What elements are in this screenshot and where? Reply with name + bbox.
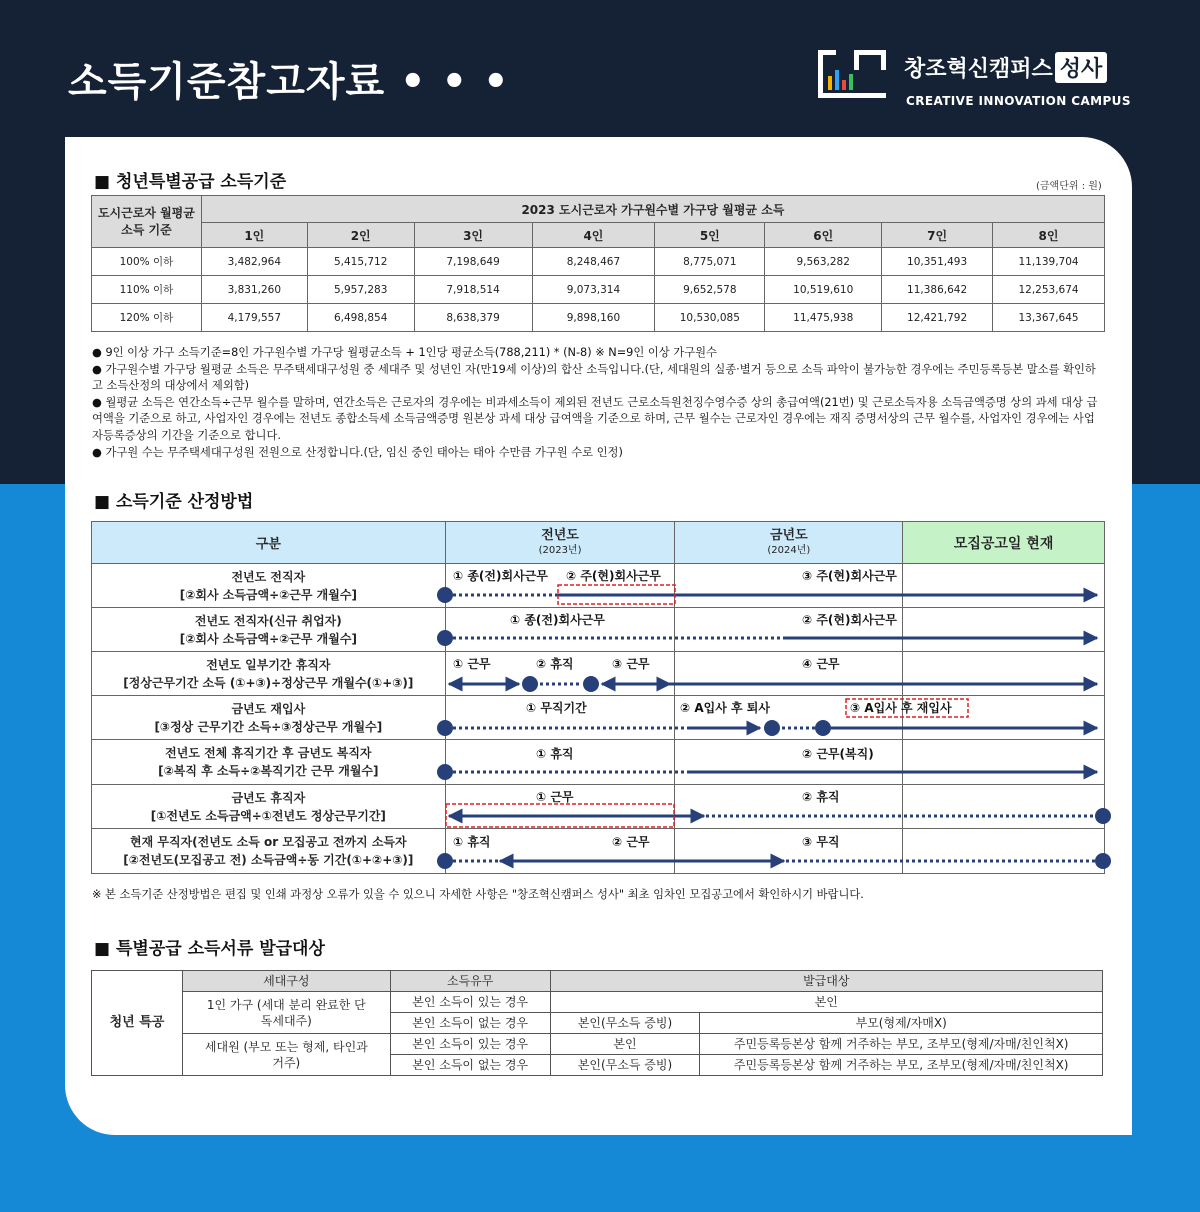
calc-header-now: 모집공고일 현재 <box>903 522 1105 564</box>
calc-row-title: 금년도 휴직자 <box>231 790 306 805</box>
note-item: ● 9인 이상 가구 소득기준=8인 가구원수별 가구당 월평균소득 + 1인당 평균소득(788,211) * (N-8) ※ N=9인 이상 가구원수 <box>92 346 717 359</box>
income-table-col: 4인 <box>532 223 655 248</box>
income-table-group-header: 2023 도시근로자 가구원수별 가구당 월평균 소득 <box>201 196 1104 223</box>
table-row <box>92 652 1105 696</box>
calc-row-title: 금년도 재입사 <box>231 701 306 716</box>
calc-row-formula: [①전년도 소득금액÷①전년도 정상근무기간] <box>150 808 386 823</box>
calc-row-label <box>92 652 446 696</box>
table-row <box>92 608 1105 652</box>
calc-row-formula: [②전년도(모집공고 전) 소득금액÷동 기간(①+②+③)] <box>123 853 414 867</box>
calc-row-label <box>92 740 446 785</box>
timeline-label: ① 근무 <box>536 790 574 804</box>
table-cell: 9,898,160 <box>532 304 655 332</box>
household-single: 1인 가구 (세대 분리 완료한 단독세대주) <box>182 992 390 1034</box>
table-row <box>92 785 1105 829</box>
calculation-footnote: ※ 본 소득기준 산정방법은 편집 및 인쇄 과정상 오류가 있을 수 있으니 자세한 사항은 "창조혁신캠퍼스 성사" 최초 임차인 모집공고에서 확인하시기 바랍니다. <box>92 888 864 901</box>
table-row <box>92 829 1105 874</box>
timeline-label: ③ A입사 후 재입사 <box>850 701 952 715</box>
timeline-label: ③ 무직 <box>802 835 840 849</box>
documents-table <box>91 970 1103 1076</box>
calc-row-title: 전년도 전직자(신규 취업자) <box>194 613 342 628</box>
this-year-label: 금년도 <box>769 527 808 543</box>
timeline-label: ① 종(전)회사근무 <box>510 613 605 627</box>
prev-year-sub: (2023년) <box>538 544 582 556</box>
calc-header-prev-year <box>445 522 675 564</box>
campus-name <box>904 52 1107 83</box>
row-label: 120% 이하 <box>92 304 202 332</box>
table-cell: 10,530,085 <box>655 304 765 332</box>
issue-target: 주민등록등본상 함께 거주하는 부모, 조부모(형제/자매/친인척X) <box>700 1055 1103 1076</box>
income-status: 본인 소득이 없는 경우 <box>390 1013 550 1034</box>
note-item: ● 월평균 소득은 연간소득÷근무 월수를 말하며, 연간소득은 근로자의 경우에는 비과세소득이 제외된 전년도 근로소득원천징수영수증 상의 총급여액(21번) 및 근로소득자용 소득금액증명 상의 과세 대상 급여액을 기준으로 하고, 사업자인 경우에는 전년도 종합소득세 소득금액증명 원본상 과세 대상 급여액을 기준으로 하며, 근무 월수는 근로자인 경우에는 재직 증명서상의 근무 월수를, 사업자인 경우에는 사업자등록증상의 기간을 기준으로 합니다. <box>92 395 1098 442</box>
timeline-label: ① 휴직 <box>453 835 491 849</box>
table-cell: 8,248,467 <box>532 248 655 276</box>
table-cell: 7,918,514 <box>414 276 532 304</box>
campus-logo <box>816 46 1146 116</box>
note-item: ● 가구원 수는 무주택세대구성원 전원으로 산정합니다.(단, 임신 중인 태아는 태아 수만큼 가구원 수로 인정) <box>92 445 623 459</box>
income-table-col: 6인 <box>765 223 882 248</box>
income-table-col: 2인 <box>307 223 414 248</box>
table-cell: 8,638,379 <box>414 304 532 332</box>
table-cell: 9,652,578 <box>655 276 765 304</box>
calc-row-formula: [③정상 근무기간 소득÷③정상근무 개월수] <box>154 719 383 734</box>
timeline-label: ② 근무(복직) <box>802 747 874 761</box>
prev-year-label: 전년도 <box>541 527 579 543</box>
table-cell: 10,519,610 <box>765 276 882 304</box>
note-item: ● 가구원수별 가구당 월평균 소득은 무주택세대구성원 중 세대주 및 성년인 자(만19세 이상)의 합산 소득입니다.(단, 세대원의 실종·별거 등으로 소득 파악이 불가능한 경우에는 주민등록등본 말소를 확인하고 소득산정의 대상에서 제외함) <box>92 362 1096 393</box>
table-row <box>92 276 1105 304</box>
campus-badge: 성사 <box>1055 52 1108 83</box>
table-row <box>92 564 1105 608</box>
calc-row-title: 전년도 전직자 <box>231 569 306 584</box>
income-table-col: 7인 <box>882 223 993 248</box>
table-row <box>92 992 1103 1013</box>
table-cell: 3,831,260 <box>201 276 307 304</box>
timeline-label: ② 주(현)회사근무 <box>802 613 897 627</box>
timeline-label: ① 휴직 <box>536 747 574 761</box>
income-table <box>91 195 1105 332</box>
table-row <box>92 740 1105 785</box>
group-label-youth: 청년 특공 <box>92 971 183 1076</box>
timeline-label: ① 종(전)회사근무 <box>453 569 548 583</box>
timeline-label: ② 주(현)회사근무 <box>566 569 661 583</box>
table-cell: 11,475,938 <box>765 304 882 332</box>
issue-target: 본인 <box>550 992 1102 1013</box>
doc-header-target: 발급대상 <box>550 971 1102 992</box>
table-cell: 7,198,649 <box>414 248 532 276</box>
calc-row-formula: [②회사 소득금액÷②근무 개월수] <box>179 631 357 646</box>
table-cell: 3,482,964 <box>201 248 307 276</box>
this-year-sub: (2024년) <box>767 544 811 556</box>
table-row <box>92 696 1105 740</box>
issue-target: 본인 <box>550 1034 700 1055</box>
row-label: 110% 이하 <box>92 276 202 304</box>
household-member: 세대원 (부모 또는 형제, 타인과 거주) <box>182 1034 390 1076</box>
income-status: 본인 소득이 있는 경우 <box>390 1034 550 1055</box>
issue-target: 부모(형제/자매X) <box>700 1013 1103 1034</box>
section-income-criteria-title: ■ 청년특별공급 소득기준 <box>94 172 287 192</box>
table-cell: 5,957,283 <box>307 276 414 304</box>
income-table-col: 1인 <box>201 223 307 248</box>
table-cell: 9,073,314 <box>532 276 655 304</box>
page-title: 소득기준참고자료 • • • <box>68 59 510 105</box>
table-row <box>92 248 1105 276</box>
doc-header-household: 세대구성 <box>182 971 390 992</box>
row-label: 100% 이하 <box>92 248 202 276</box>
table-cell: 11,139,704 <box>993 248 1105 276</box>
table-cell: 12,421,792 <box>882 304 993 332</box>
calc-row-label <box>92 696 446 740</box>
table-row <box>92 1034 1103 1055</box>
calc-header-category: 구분 <box>92 522 446 564</box>
table-cell: 12,253,674 <box>993 276 1105 304</box>
table-cell: 13,367,645 <box>993 304 1105 332</box>
table-cell: 9,563,282 <box>765 248 882 276</box>
table-cell: 11,386,642 <box>882 276 993 304</box>
timeline-label: ② 근무 <box>612 835 650 849</box>
campus-logo-icon <box>816 46 888 108</box>
calc-row-label <box>92 564 446 608</box>
timeline-label: ④ 근무 <box>802 657 840 671</box>
calc-header-this-year <box>675 522 903 564</box>
calc-row-label <box>92 785 446 829</box>
calc-row-label <box>92 829 446 874</box>
issue-target: 주민등록등본상 함께 거주하는 부모, 조부모(형제/자매/친인척X) <box>700 1034 1103 1055</box>
calc-row-title: 현재 무직자(전년도 소득 or 모집공고 전까지 소득자 <box>130 835 407 849</box>
income-table-col: 8인 <box>993 223 1105 248</box>
income-notes <box>92 345 1104 461</box>
calc-row-title: 전년도 일부기간 휴직자 <box>206 657 331 672</box>
income-status: 본인 소득이 있는 경우 <box>390 992 550 1013</box>
calc-row-formula: [②회사 소득금액÷②근무 개월수] <box>179 587 357 602</box>
issue-target: 본인(무소득 증빙) <box>550 1055 700 1076</box>
campus-name-text: 창조혁신캠퍼스 <box>904 57 1053 82</box>
calculation-table <box>91 521 1105 874</box>
campus-subtitle: CREATIVE INNOVATION CAMPUS <box>906 94 1131 108</box>
table-cell: 5,415,712 <box>307 248 414 276</box>
section-calculation-title: ■ 소득기준 산정방법 <box>94 492 254 512</box>
issue-target: 본인(무소득 증빙) <box>550 1013 700 1034</box>
timeline-label: ③ 근무 <box>612 657 650 671</box>
section-documents-title: ■ 특별공급 소득서류 발급대상 <box>94 939 325 959</box>
timeline-label: ② A입사 후 퇴사 <box>680 701 770 715</box>
income-table-col: 5인 <box>655 223 765 248</box>
table-cell: 6,498,854 <box>307 304 414 332</box>
timeline-label: ① 근무 <box>453 657 491 671</box>
income-status: 본인 소득이 없는 경우 <box>390 1055 550 1076</box>
timeline-label: ③ 주(현)회사근무 <box>802 569 897 583</box>
table-cell: 8,775,071 <box>655 248 765 276</box>
calc-row-formula: [②복직 후 소득÷②복직기간 근무 개월수] <box>158 764 379 778</box>
timeline-label: ② 휴직 <box>802 790 840 804</box>
unit-note: (금액단위 : 원) <box>1036 181 1102 192</box>
timeline-label: ② 휴직 <box>536 657 574 671</box>
table-cell: 4,179,557 <box>201 304 307 332</box>
table-cell: 10,351,493 <box>882 248 993 276</box>
calc-row-label <box>92 608 446 652</box>
income-table-corner-header: 도시근로자 월평균소득 기준 <box>92 196 202 248</box>
table-row <box>92 304 1105 332</box>
calc-row-title: 전년도 전체 휴직기간 후 금년도 복직자 <box>165 746 372 760</box>
calc-row-formula: [정상근무기간 소득 (①+③)÷정상근무 개월수(①+③)] <box>123 675 414 690</box>
timeline-label: ① 무직기간 <box>526 701 587 715</box>
income-table-col: 3인 <box>414 223 532 248</box>
doc-header-income: 소득유무 <box>390 971 550 992</box>
